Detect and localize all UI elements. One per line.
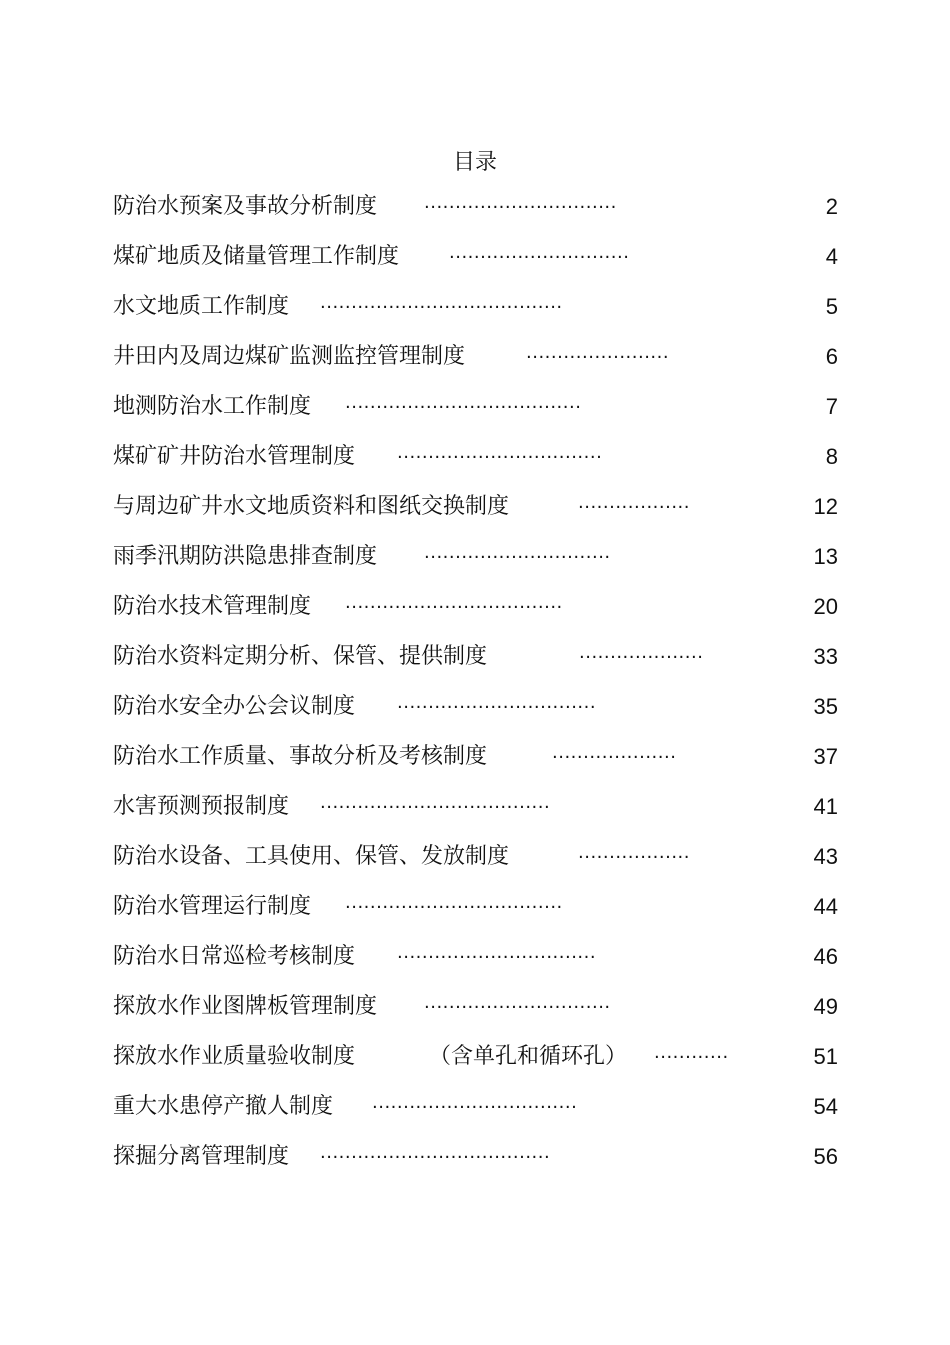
toc-page-number: 44: [813, 894, 838, 919]
toc-page-number: 49: [813, 994, 838, 1019]
toc-entry[interactable]: [113, 437, 838, 487]
toc-heading: 目录: [452, 150, 497, 175]
toc-entry[interactable]: [113, 587, 838, 637]
toc-entry[interactable]: [113, 937, 838, 987]
toc-entry-title: 地测防治水工作制度: [113, 394, 312, 419]
toc-entry-title: 防治水预案及事故分析制度: [113, 194, 378, 219]
toc-page-number: 51: [813, 1044, 838, 1069]
toc-leader-dots: .................................: [397, 442, 603, 463]
toc-leader-dots: ................................: [397, 692, 597, 713]
toc-leader-dots: ......................................: [345, 392, 582, 413]
toc-leader-dots: .......................: [526, 342, 670, 363]
toc-entry[interactable]: [113, 487, 838, 537]
toc-page-number: 13: [813, 544, 838, 569]
toc-entry-title: 井田内及周边煤矿监测监控管理制度: [113, 344, 466, 369]
toc-page-number: 37: [813, 744, 838, 769]
toc-entry[interactable]: [113, 887, 838, 937]
toc-page-number: 35: [813, 694, 838, 719]
toc-page-number: 46: [813, 944, 838, 969]
toc-entry-title: 重大水患停产撤人制度: [113, 1094, 334, 1119]
toc-entry-title: 煤矿地质及储量管理工作制度: [113, 244, 400, 269]
toc-leader-dots: .............................: [449, 242, 630, 263]
toc-page-number: 41: [813, 794, 838, 819]
toc-entry[interactable]: [113, 1087, 838, 1137]
toc-entry-title: 水害预测预报制度: [113, 794, 290, 819]
toc-leader-dots: .....................................: [320, 792, 551, 813]
toc-entry-title: 防治水资料定期分析、保管、提供制度: [113, 644, 488, 669]
toc-entry-title: 探放水作业质量验收制度: [113, 1044, 356, 1069]
toc-entry-title: 防治水工作质量、事故分析及考核制度: [113, 744, 488, 769]
table-of-contents: [113, 187, 838, 1187]
toc-page-number: 43: [813, 844, 838, 869]
toc-page-number: 8: [825, 444, 838, 469]
toc-entry[interactable]: [113, 837, 838, 887]
toc-page-number: 5: [825, 294, 838, 319]
toc-entry-title: 防治水安全办公会议制度: [113, 694, 356, 719]
toc-leader-dots: .................................: [372, 1092, 578, 1113]
toc-leader-dots: .....................................: [320, 1142, 551, 1163]
toc-entry-title: 防治水技术管理制度: [113, 594, 312, 619]
toc-page-number: 12: [813, 494, 838, 519]
toc-entry[interactable]: [113, 737, 838, 787]
toc-entry-note: （含单孔和循环孔）: [429, 1044, 628, 1069]
toc-entry-title: 防治水设备、工具使用、保管、发放制度: [113, 844, 510, 869]
toc-leader-dots: ...............................: [424, 192, 617, 213]
toc-leader-dots: ................................: [397, 942, 597, 963]
toc-page-number: 7: [825, 394, 838, 419]
toc-entry[interactable]: [113, 237, 838, 287]
toc-page-number: 4: [825, 244, 838, 269]
toc-leader-dots: ............: [654, 1042, 729, 1063]
toc-page-number: 56: [813, 1144, 838, 1169]
toc-leader-dots: ..............................: [424, 542, 611, 563]
toc-entry[interactable]: [113, 1137, 838, 1187]
toc-entry[interactable]: [113, 637, 838, 687]
toc-entry-title: 雨季汛期防洪隐患排查制度: [113, 544, 378, 569]
toc-entry[interactable]: [113, 387, 838, 437]
toc-leader-dots: ....................: [579, 642, 704, 663]
toc-leader-dots: .......................................: [320, 292, 563, 313]
toc-entry-title: 煤矿矿井防治水管理制度: [113, 444, 356, 469]
toc-entry[interactable]: [113, 337, 838, 387]
toc-leader-dots: ..................: [578, 842, 690, 863]
toc-entry[interactable]: [113, 1037, 838, 1087]
toc-entry[interactable]: [113, 687, 838, 737]
toc-entry-title: 水文地质工作制度: [113, 294, 290, 319]
toc-leader-dots: ...................................: [345, 592, 563, 613]
toc-page-number: 6: [825, 344, 838, 369]
toc-leader-dots: ..............................: [424, 992, 611, 1013]
toc-entry-title: 探掘分离管理制度: [113, 1144, 290, 1169]
toc-page-number: 33: [813, 644, 838, 669]
toc-page-number: 2: [825, 194, 838, 219]
toc-entry[interactable]: [113, 787, 838, 837]
toc-entry[interactable]: [113, 287, 838, 337]
toc-entry[interactable]: [113, 537, 838, 587]
toc-page-number: 20: [813, 594, 838, 619]
toc-entry[interactable]: [113, 187, 838, 237]
toc-entry-title: 探放水作业图牌板管理制度: [113, 994, 378, 1019]
toc-entry[interactable]: [113, 987, 838, 1037]
toc-leader-dots: ...................................: [345, 892, 563, 913]
toc-entry-title: 防治水管理运行制度: [113, 894, 312, 919]
toc-page-number: 54: [813, 1094, 838, 1119]
toc-entry-title: 与周边矿井水文地质资料和图纸交换制度: [113, 494, 510, 519]
toc-leader-dots: ....................: [552, 742, 677, 763]
toc-leader-dots: ..................: [578, 492, 690, 513]
toc-entry-title: 防治水日常巡检考核制度: [113, 944, 356, 969]
